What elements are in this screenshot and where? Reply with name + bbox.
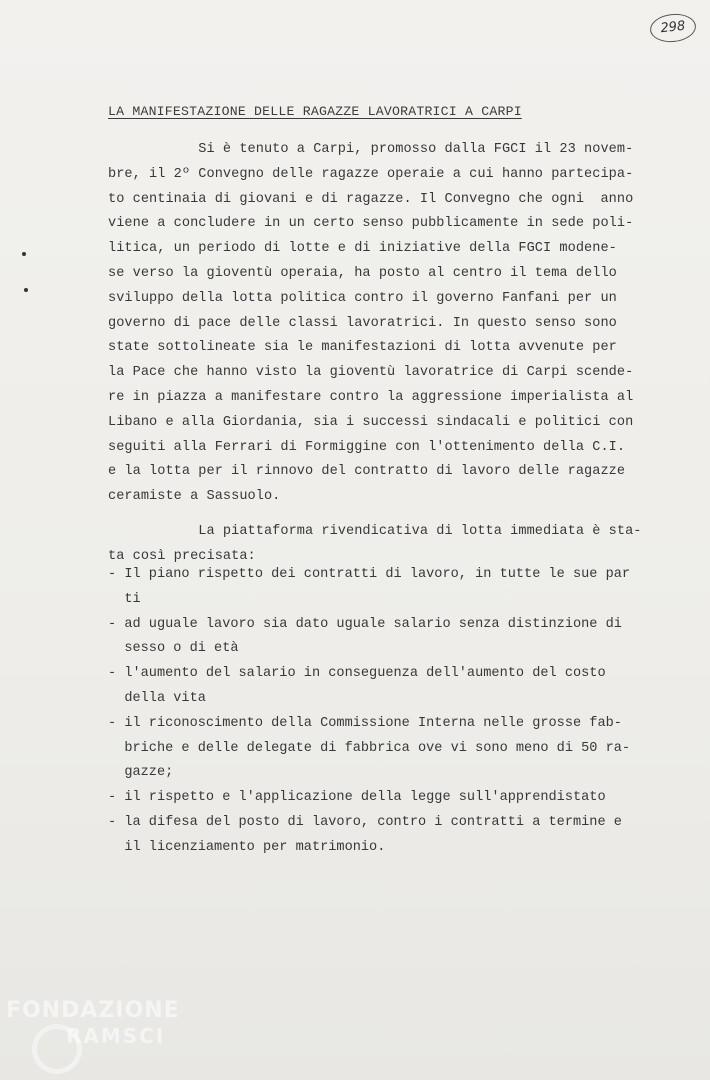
list-item (108, 786, 648, 811)
list-item-line: - l'aumento del salario in conseguenza dell'aumento del costo (108, 666, 606, 682)
list-item (108, 613, 648, 663)
list-item-line: della vita (108, 690, 206, 706)
list-item-line: - il riconoscimento della Commissione Interna nelle grosse fab- (108, 715, 622, 731)
body-line: La piattaforma rivendicativa di lotta immediata è sta- (108, 523, 642, 539)
list-item-line: - il rispetto e l'applicazione della legge sull'apprendistato (108, 790, 606, 806)
list-item-line: - la difesa del posto di lavoro, contro i contratti a termine e (108, 814, 622, 830)
list-item-line: briche e delle delegate di fabbrica ove vi sono meno di 50 ra- (108, 740, 631, 756)
body-line: bre, il 2º Convegno delle ragazze operaie a cui hanno partecipa- (108, 166, 634, 182)
body-line: ta così precisata: (108, 548, 256, 564)
list-item-line: - Il piano rispetto dei contratti di lavoro, in tutte le sue par (108, 567, 631, 582)
body-line: viene a concludere in un certo senso pubblicamente in sede poli- (108, 216, 634, 232)
body-line: seguiti alla Ferrari di Formiggine con l'ottenimento della C.I. (108, 439, 626, 455)
body-line: ceramiste a Sassuolo. (108, 489, 281, 505)
body-line: e la lotta per il rinnovo del contratto di lavoro delle ragazze (108, 464, 626, 480)
body-line: litica, un periodo di lotte e di iniziative della FGCI modene- (108, 241, 617, 257)
body-line: state sottolineate sia le manifestazioni di lotta avvenute per (108, 340, 617, 356)
body-line: la Pace che hanno visto la gioventù lavoratrice di Carpi scende- (108, 365, 634, 381)
list-item-line: - ad uguale lavoro sia dato uguale salario senza distinzione di (108, 616, 622, 632)
fondazione-gramsci-watermark (6, 998, 226, 1076)
list-item-line: gazze; (108, 765, 174, 781)
body-line: Si è tenuto a Carpi, promosso dalla FGCI il 23 novem- (108, 142, 634, 157)
list-item (108, 811, 648, 861)
list-item (108, 712, 648, 786)
margin-mark (22, 252, 26, 256)
list-item-line: il licenziamento per matrimonio. (108, 839, 386, 855)
document-title: LA MANIFESTAZIONE DELLE RAGAZZE LAVORATRICI A CARPI (108, 104, 522, 119)
page-number: 298 (649, 12, 698, 45)
body-line: sviluppo della lotta politica contro il governo Fanfani per un (108, 290, 617, 306)
list-item-line: sesso o di età (108, 641, 239, 657)
body-line: re in piazza a manifestare contro la aggressione imperialista al (108, 389, 634, 405)
watermark-logo-icon (32, 1024, 82, 1074)
list-item (108, 662, 648, 712)
demands-list (108, 563, 648, 861)
body-line: governo di pace delle classi lavoratrici. In questo senso sono (108, 315, 617, 331)
body-line: to centinaia di giovani e di ragazze. Il Convegno che ogni anno (108, 191, 634, 207)
watermark-line-2: RAMSCI (66, 1024, 166, 1048)
list-item (108, 563, 648, 613)
margin-mark (24, 288, 28, 292)
document-body (108, 138, 648, 570)
body-line: Libano e alla Giordania, sia i successi sindacali e politici con (108, 414, 634, 430)
watermark-line-1: FONDAZIONE (6, 998, 180, 1023)
body-line: se verso la gioventù operaia, ha posto al centro il tema dello (108, 265, 617, 281)
list-item-line: ti (108, 591, 141, 607)
